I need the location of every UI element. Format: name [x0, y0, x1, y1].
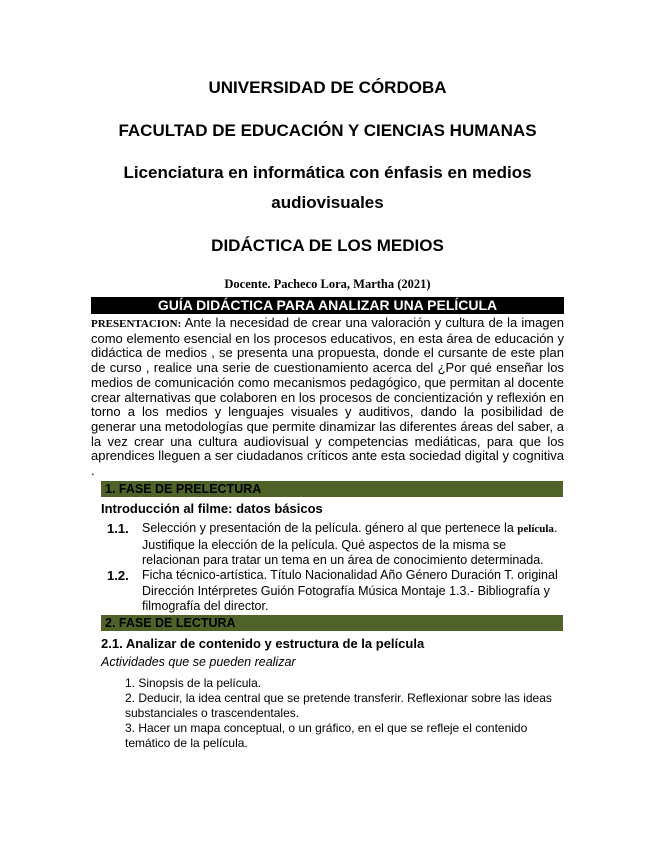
presentation-text: Ante la necesidad de crear una valoración y cultura de la imagen como elemento esencial en los procesos educativos, en esta área de educación y didáctica de medios , se presenta una propuesta, donde el cursante de este plan de curso , realice una serie de cuestionamiento acerca del ¿Por qué enseñar los medios de comunicación como mecanismos pedagógico, que permitan al docente crear alternativas que colaboren en los procesos de concientización y reflexión en torno a los medios y lenguajes visuales y auditivos, dando la posibilidad de generar una metodologías que permite dinamizar las diferentes áreas del saber, a la vez crear una cultura audiovisual y competencias mediáticas, para que los aprendices lleguen a ser ciudadanos críticos ante esta sociedad digital y cognitiva .	[91, 315, 564, 479]
guide-title-banner: GUÍA DIDÁCTICA PARA ANALIZAR UNA PELÍCULA	[91, 297, 564, 314]
item-number-1-2: 1.2.	[107, 568, 129, 583]
course-title: DIDÁCTICA DE LOS MEDIOS	[211, 236, 444, 255]
item-text-1-1-b: película	[517, 523, 554, 535]
activity-2: 2. Deducir, la idea central que se pretende transferir. Reflexionar sobre las ideas substanciales o trascendentales.	[125, 691, 552, 720]
presentation-label: PRESENTACION:	[91, 318, 182, 330]
item-number-1-1: 1.1.	[107, 521, 129, 536]
item-text-1-1	[142, 521, 564, 569]
item-text-1-2: Ficha técnico-artística. Título Nacionalidad Año Género Duración T. original Dirección Intérpretes Guión Fotografía Música Montaje 1.3.- Bibliografía y filmografía del director.	[142, 568, 558, 613]
faculty-title: FACULTAD DE EDUCACIÓN Y CIENCIAS HUMANAS	[118, 121, 537, 140]
program-title-line2: audiovisuales	[271, 193, 384, 212]
teacher-line: Docente. Pacheco Lora, Martha (2021)	[224, 277, 431, 291]
presentation-paragraph	[91, 316, 564, 479]
activity-1: 1. Sinopsis de la película.	[125, 676, 262, 690]
phase1-header: 1. FASE DE PRELECTURA	[101, 481, 563, 497]
program-title-line1: Licenciatura en informática con énfasis en medios	[123, 163, 532, 182]
item-text-1-1-a: Selección y presentación de la película. género al que pertenece la	[142, 521, 518, 535]
phase1-subtitle: Introducción al filme: datos básicos	[101, 501, 323, 516]
phase2-header: 2. FASE DE LECTURA	[101, 615, 563, 631]
university-title: UNIVERSIDAD DE CÓRDOBA	[208, 78, 447, 97]
phase2-subtitle: 2.1. Analizar de contenido y estructura de la película	[101, 636, 425, 651]
activity-3: 3. Hacer un mapa conceptual, o un gráfico, en el que se refleje el contenido temático de la película.	[125, 721, 528, 750]
item-text-1-1-c: . Justifique la elección de la película. Qué aspectos de la misma se relacionan para tratar un tema en un área de conocimiento determinada.	[142, 521, 558, 567]
activities-label: Actividades que se pueden realizar	[101, 655, 296, 669]
